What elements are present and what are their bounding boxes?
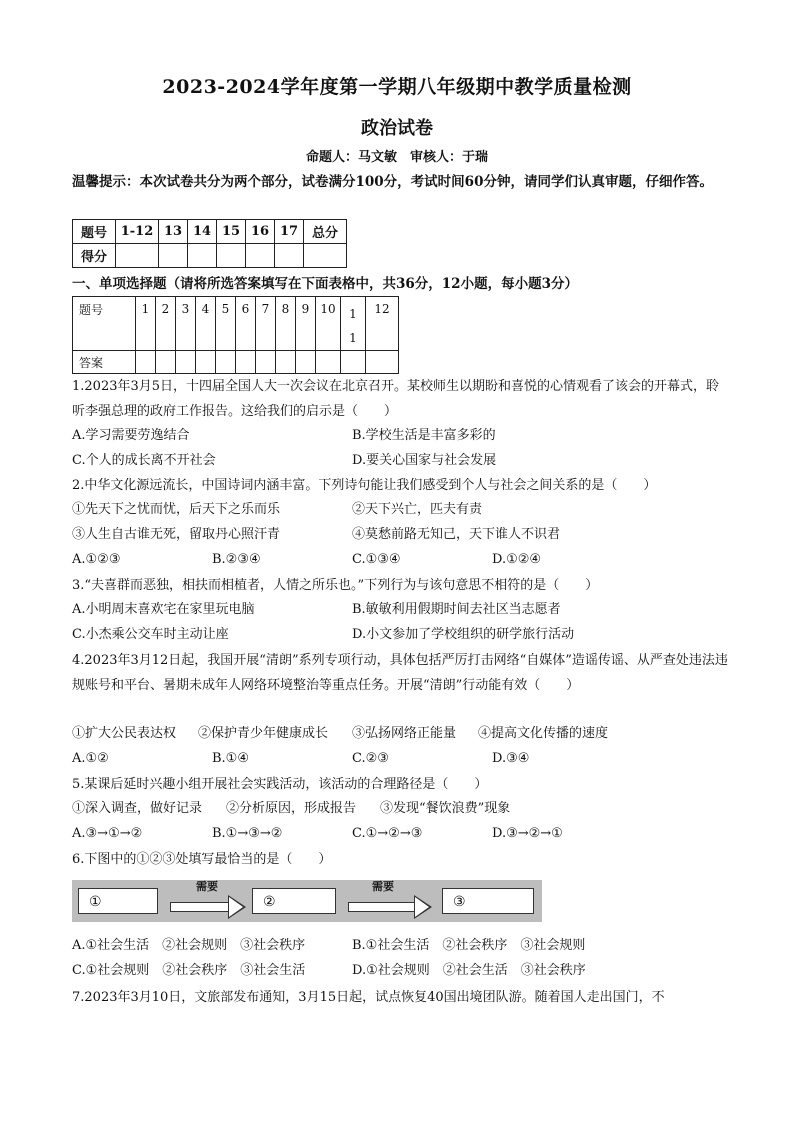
q6-option-d: D.①社会规则 ②社会生活 ③社会秩序 [352,963,586,978]
answer-number: 9 [296,297,316,351]
question-7-stem: 7.2023年3月10日，文旅部发布通知，3月15日起，试点恢复40国出境团队游。随着国人走出国门，不 [72,990,665,1005]
answer-number: 6 [236,297,256,351]
q2-statement-2: ②天下兴亡，匹夫有责 [352,502,483,517]
question-4-stem: 4.2023年3月12日起，我国开展“清朗”系列专项行动，具体包括严厉打击网络“自媒体”造谣传谣、从严查处违法违规账号和平台、暑期未成年人网络环境整治等重点任务。开展“清朗”行动能有效（ ） [72,653,728,693]
answer-cell[interactable] [256,351,276,374]
q5-statement-2: ②分析原因，形成报告 [226,801,357,816]
question-1-stem: 1.2023年3月5日，十四届全国人大一次会议在北京召开。某校师生以期盼和喜悦的心情观看了该会的开幕式，聆听李强总理的政府工作报告。这给我们的启示是（ ） [72,379,720,419]
score-cell[interactable] [275,244,304,268]
section-heading: 一、单项选择题（请将所选答案填写在下面表格中，共36分，12小题，每小题3分） [72,276,578,292]
answer-cell[interactable] [216,351,236,374]
answer-table-header-row [73,297,399,351]
answer-cell[interactable] [136,351,156,374]
q6-option-b: B.①社会生活 ②社会秩序 ③社会规则 [352,938,586,953]
answer-header-label: 题号 [73,297,136,351]
score-header-cell: 总分 [304,220,347,244]
exam-subtitle: 政治试卷 [361,118,433,139]
q1-option-d: D.要关心国家与社会发展 [352,453,497,468]
score-row-label: 得分 [73,244,116,268]
q5-statement-3: ③发现“餐饮浪费”现象 [380,801,511,816]
answer-table-row [73,351,399,374]
q2-statement-3: ③人生自古谁无死，留取丹心照汗青 [72,527,281,542]
q5-option-d: D.③→②→① [492,826,563,841]
q2-option-c: C.①③④ [352,552,401,567]
answer-number-extra: 1 [349,331,357,345]
answer-number: 1 [136,297,156,351]
q2-statement-1: ①先天下之忧而忧，后天下之乐而乐 [72,502,281,517]
q2-option-a: A.①②③ [72,552,121,567]
answer-number: 4 [196,297,216,351]
answer-number-wrapped [341,297,366,351]
score-cell[interactable] [188,244,217,268]
q4-option-c: C.②③ [352,751,389,766]
q6-option-a: A.①社会生活 ②社会规则 ③社会秩序 [72,938,306,953]
q3-option-c: C.小杰乘公交车时主动让座 [72,627,229,642]
q4-statement-1: ①扩大公民表达权 [72,726,177,741]
q4-option-d: D.③④ [492,751,530,766]
answer-cell[interactable] [316,351,341,374]
q5-option-b: B.①→③→② [212,826,283,841]
answer-cell[interactable] [196,351,216,374]
question-5-stem: 5.某课后延时兴趣小组开展社会实践活动，该活动的合理路径是（ ） [72,777,488,792]
q3-option-d: D.小文参加了学校组织的研学旅行活动 [352,627,575,642]
q4-statement-3: ③弘扬网络正能量 [352,726,457,741]
score-cell[interactable] [217,244,246,268]
answer-number: 1 [349,307,357,321]
answer-cell[interactable] [156,351,176,374]
answer-number: 2 [156,297,176,351]
diagram-box-1: ① [78,888,158,914]
answer-cell[interactable] [296,351,316,374]
answer-number: 5 [216,297,236,351]
answer-cell[interactable] [176,351,196,374]
answer-table [72,296,399,374]
score-table-header-row [73,220,347,244]
score-header-cell: 16 [246,220,275,244]
diagram-need-label-2: 需要 [372,880,394,893]
question-3-stem: 3.“夫喜群而恶独，相扶而相植者，人情之所乐也。”下列行为与该句意思不相符的是（ ） [72,578,599,593]
answer-number: 8 [276,297,296,351]
question-2-stem: 2.中华文化源远流长，中国诗词内涵丰富。下列诗句能让我们感受到个人与社会之间关系的是（ ） [72,478,657,493]
warm-tip: 温馨提示：本次试卷共分为两个部分，试卷满分100分，考试时间60分钟，请同学们认真审题，仔细作答。 [72,174,713,190]
q6-flow-diagram [72,880,542,922]
answer-row-label: 答案 [73,351,136,374]
q6-option-c: C.①社会规则 ②社会秩序 ③社会生活 [72,963,306,978]
q1-option-a: A.学习需要劳逸结合 [72,428,190,443]
q4-statement-2: ②保护青少年健康成长 [198,726,329,741]
score-header-cell: 题号 [73,220,116,244]
q3-option-b: B.敏敏利用假期时间去社区当志愿者 [352,602,561,617]
answer-cell[interactable] [341,351,366,374]
q4-statement-4: ④提高文化传播的速度 [478,726,609,741]
question-6-stem: 6.下图中的①②③处填写最恰当的是（ ） [72,852,332,867]
q1-option-c: C.个人的成长离不开社会 [72,453,216,468]
q5-option-c: C.①→②→③ [352,826,423,841]
score-header-cell: 1-12 [116,220,159,244]
score-cell[interactable] [246,244,275,268]
diagram-box-2: ② [252,888,336,914]
answer-cell[interactable] [366,351,399,374]
score-cell[interactable] [304,244,347,268]
score-cell[interactable] [159,244,188,268]
arrow-right-icon [348,898,432,916]
q4-option-b: B.①④ [212,751,249,766]
q5-statement-1: ①深入调查，做好记录 [72,801,203,816]
exam-title: 2023-2024学年度第一学期八年级期中教学质量检测 [162,76,632,98]
score-header-cell: 15 [217,220,246,244]
exam-authors: 命题人：马文敏 审核人：于瑞 [305,150,488,165]
score-header-cell: 13 [159,220,188,244]
score-table-row [73,244,347,268]
diagram-box-3: ③ [442,888,534,914]
score-header-cell: 14 [188,220,217,244]
answer-cell[interactable] [236,351,256,374]
q2-option-d: D.①②④ [492,552,542,567]
score-table [72,219,347,268]
answer-number: 3 [176,297,196,351]
answer-number: 10 [316,297,341,351]
q2-option-b: B.②③④ [212,552,261,567]
q5-option-a: A.③→①→② [72,826,143,841]
score-cell[interactable] [116,244,159,268]
q4-option-a: A.①② [72,751,109,766]
diagram-need-label-1: 需要 [196,880,218,893]
q1-option-b: B.学校生活是丰富多彩的 [352,428,496,443]
arrow-right-icon [170,898,246,916]
q3-option-a: A.小明周末喜欢宅在家里玩电脑 [72,602,255,617]
score-header-cell: 17 [275,220,304,244]
answer-number: 7 [256,297,276,351]
answer-cell[interactable] [276,351,296,374]
q2-statement-4: ④莫愁前路无知己，天下谁人不识君 [352,527,561,542]
answer-number: 12 [366,297,399,351]
